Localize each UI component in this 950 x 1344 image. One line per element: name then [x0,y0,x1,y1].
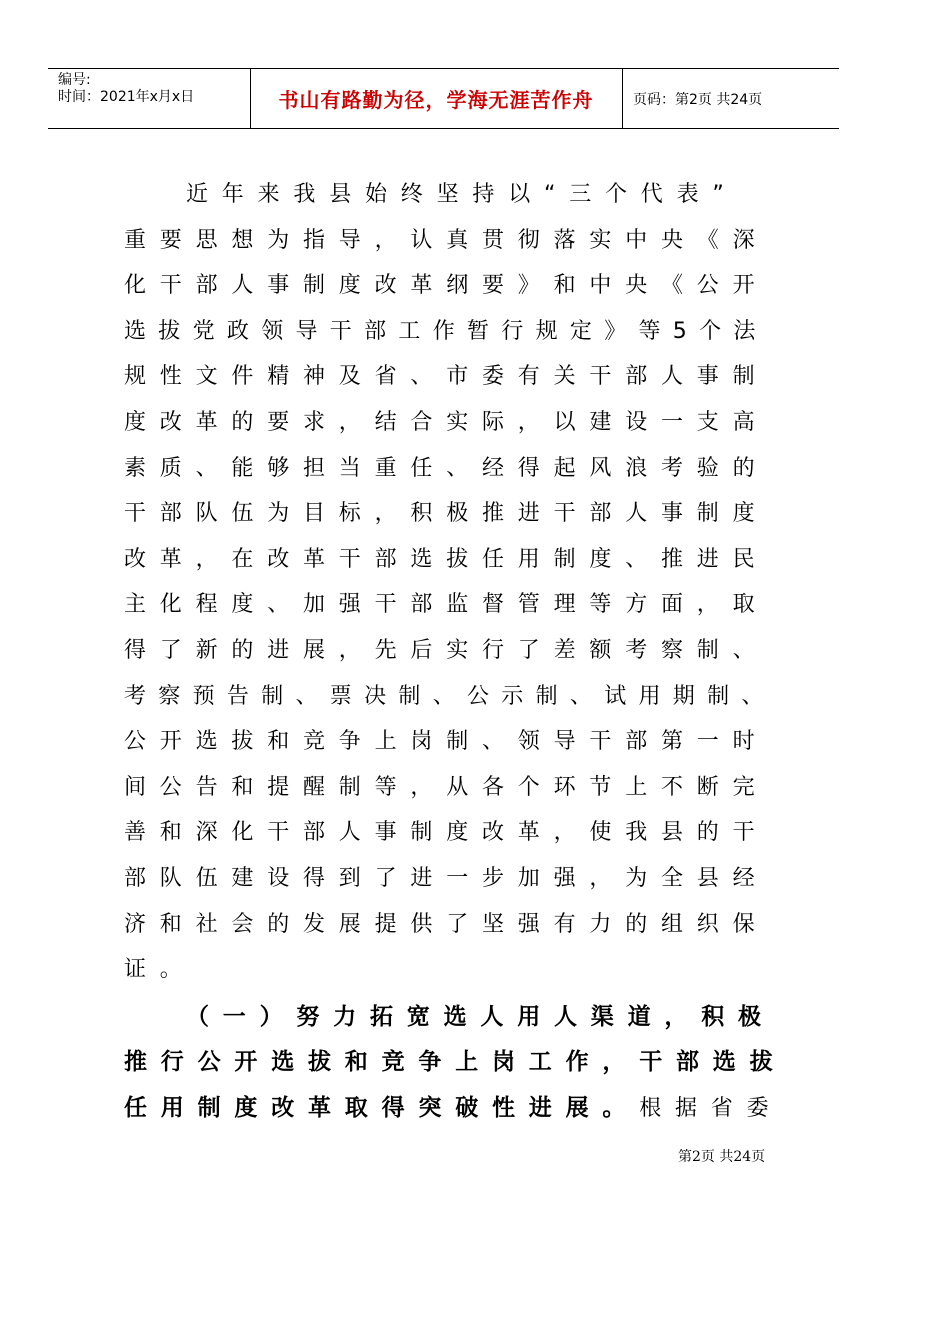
page-header [48,68,839,129]
body-line: 得了新的进展，先后实行了差额考察制、 [124,637,769,663]
section-heading-line: 推行公开选拔和竞争上岗工作，干部选拔 [124,1049,787,1076]
body-line: 部队伍建设得到了进一步加强，为全县经 [124,865,769,891]
body-line: 考察预告制、票决制、公示制、试用期制、 [124,683,776,709]
body-line: 度改革的要求，结合实际，以建设一支高 [124,409,769,435]
document-date: 时间：2021年x月x日 [58,89,195,105]
header-motto-cell [250,69,623,128]
body-line: 化干部人事制度改革纲要》和中央《公开 [124,273,769,299]
header-page-code: 页码：第2页 共24页 [633,91,763,108]
page-footer: 第2页 共24页 [678,1149,766,1165]
body-text-continue: 根据省委 [639,1095,783,1121]
header-page-cell [623,69,839,128]
section-heading-line [124,1086,783,1132]
document-body [124,172,787,1131]
body-line: 素质、能够担当重任、经得起风浪考验的 [124,455,769,481]
body-line: 选拔党政领导干部工作暂行规定》等5个法 [124,318,768,344]
body-line: 济和社会的发展提供了坚强有力的组织保 [124,911,769,937]
document-number-label: 编号: [58,72,91,88]
body-line: 干部队伍为目标，积极推进干部人事制度 [124,501,769,527]
section-heading-end: 任用制度改革取得突破性进展。 [124,1094,640,1121]
body-line: 善和深化干部人事制度改革，使我县的干 [124,820,769,846]
body-line: 近年来我县始终坚持以“三个代表” [186,182,738,207]
header-meta-cell [48,69,251,128]
body-line: 重要思想为指导，认真贯彻落实中央《深 [124,227,769,253]
body-line: 证。 [124,957,196,983]
body-line: 间公告和提醒制等，从各个环节上不断完 [124,774,769,800]
section-heading-line: （一）努力拓宽选人用人渠道，积极 [186,1003,775,1030]
body-line: 主化程度、加强干部监督管理等方面，取 [124,592,769,618]
body-line: 公开选拔和竞争上岗制、领导干部第一时 [124,729,769,755]
body-line: 改革，在改革干部选拔任用制度、推进民 [124,546,769,572]
header-motto: 书山有路勤为径，学海无涯苦作舟 [278,88,594,112]
body-line: 规性文件精神及省、市委有关干部人事制 [124,364,769,390]
